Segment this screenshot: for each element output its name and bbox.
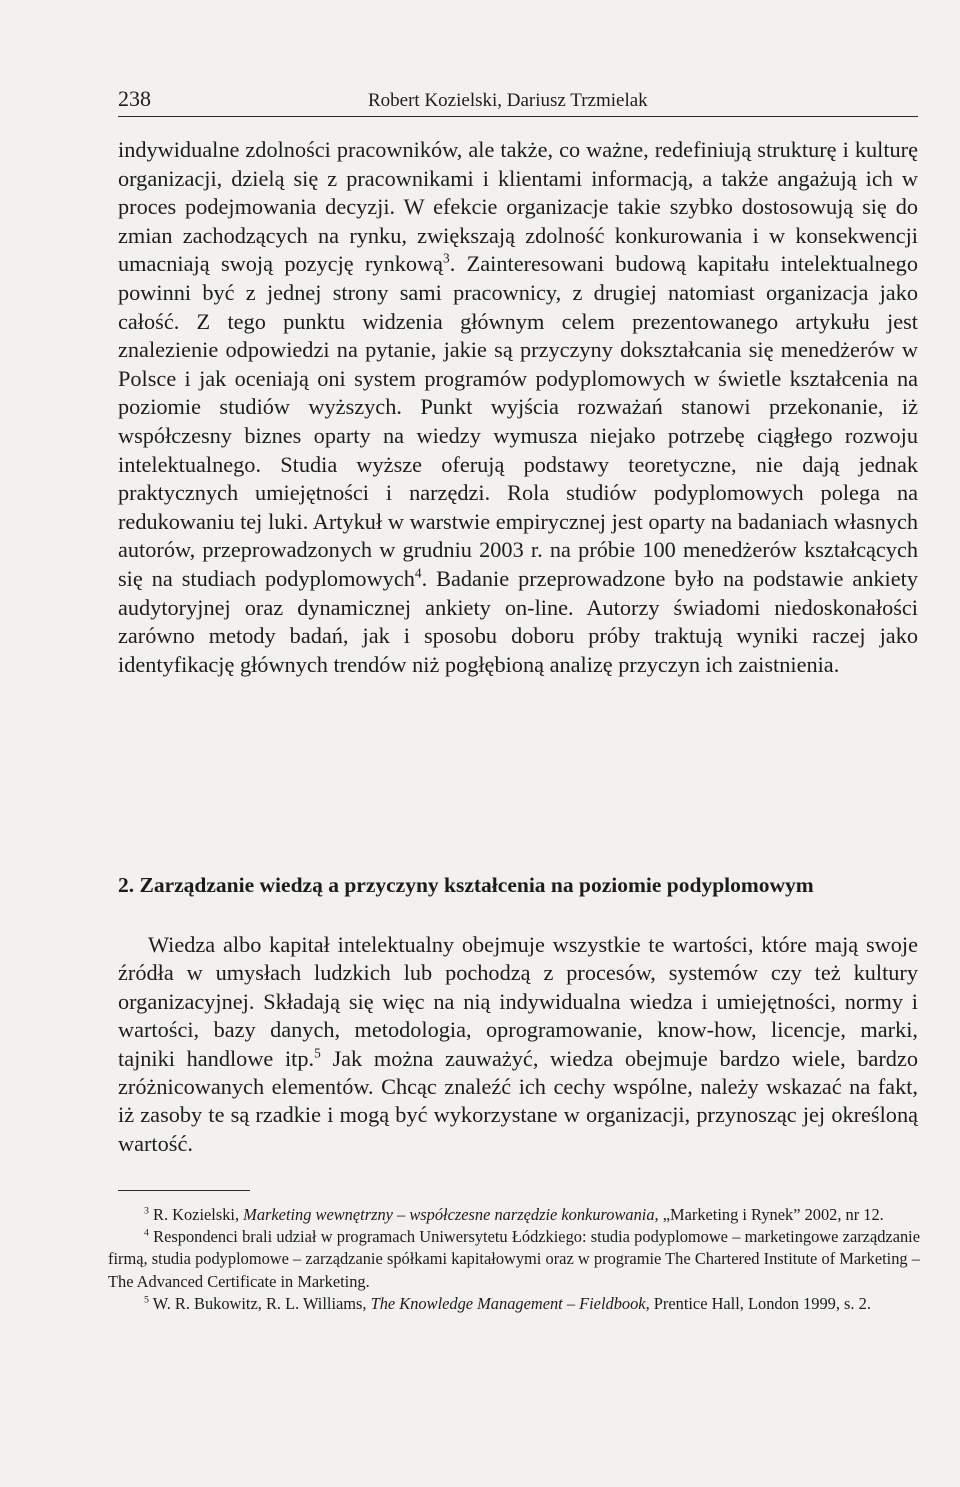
footnote-5-mark: 5: [144, 1294, 149, 1306]
body-text-part-2: . Zainteresowani budową kapitału intelektualnego powinni być z jednej strony sami pracownicy, z drugiej natomiast organizacja jako całość. Z tego punktu widzenia głównym celem prezentowanego artykułu jest znalezienie odpowiedzi na pytanie, jakie są przyczyny dokształcania się menedżerów w Polsce i jak oceniają oni system programów podyplomowych w świetle kształcenia na poziomie studiów wyższych. Punkt wyjścia rozważań stanowi przekonanie, iż współczesny biznes oparty na wiedzy wymusza niejako potrzebę ciągłego rozwoju intelektualnego. Studia wyższe oferują podstawy teoretyczne, nie dają jednak praktycznych umiejętności i narzędzi. Rola studiów podyplomowych polega na redukowaniu tej luki. Artykuł w warstwie empirycznej jest oparty na badaniach własnych autorów, przeprowadzonych w grudniu 2003 r. na próbie 100 menedżerów kształcących się na studiach podyplomowych: [118, 251, 918, 591]
footnote-divider: [118, 1190, 250, 1191]
footnote-5-source: Prentice Hall, London 1999, s. 2.: [649, 1293, 871, 1313]
section-text: [118, 931, 918, 1158]
footnote-4-mark: 4: [144, 1227, 149, 1239]
footnote-3-source: „Marketing i Rynek” 2002, nr 12.: [658, 1205, 884, 1224]
body-paragraph: [118, 136, 918, 679]
footnote-5-title: The Knowledge Management – Fieldbook,: [370, 1293, 650, 1313]
footnote-3-authors: R. Kozielski,: [148, 1205, 244, 1224]
running-head: [118, 86, 918, 117]
footnote-ref-5: 5: [314, 1045, 321, 1061]
running-head-authors: Robert Kozielski, Dariusz Trzmielak: [368, 90, 648, 111]
section-text-part-1: Wiedza albo kapitał intelektualny obejmuje wszystkie te wartości, które mają swoje źródła w umysłach ludzkich lub pochodzą z procesów, systemów czy też kultury organizacyjnej. Składają się więc na nią indywidualna wiedza i umiejętności, normy i wartości, bazy danych, metodologia, oprogramowanie, know-how, licencje, marki, tajniki handlowe itp.: [118, 932, 918, 1071]
footnote-3-mark: 3: [144, 1205, 149, 1217]
body-text-part-3: . Badanie przeprowadzone było na podstawie ankiety audytoryjnej oraz dynamicznej ankiety on-line. Autorzy świadomi niedoskonałości zarówno metody badań, jak i sposobu doboru próby traktują wyniki raczej jako identyfikację głównych trendów niż pogłębioną analizę przyczyn ich zaistnienia.: [118, 565, 918, 677]
footnote-ref-4: 4: [414, 565, 422, 581]
footnote-4: [108, 1226, 920, 1293]
footnote-4-text: Respondenci brali udział w programach Uniwersytetu Łódzkiego: studia podyplomowe – marketingowe zarządzanie firmą, studia podyplomowe – zarządzanie spółkami kapitałowymi oraz w programie The Chartered Institute of Marketing – The Advanced Certificate in Marketing.: [108, 1227, 920, 1291]
body-text-part-1: indywidualne zdolności pracowników, ale także, co ważne, redefiniują strukturę i kulturę organizacji, dzielą się z pracownikami i klientami informacją, a także angażują ich w proces podejmowania decyzji. W efekcie organizacje takie szybko dostosowują się do zmian zachodzących na rynku, zwiększają zdolność konkurowania i w konsekwencji umacniają swoją pozycję rynkową: [118, 137, 918, 277]
footnote-3-title: Marketing wewnętrzny – współczesne narzędzie konkurowania,: [243, 1205, 659, 1224]
footnote-3: [108, 1204, 920, 1226]
body-text: [118, 136, 918, 679]
footnote-ref-3: 3: [443, 250, 450, 266]
section-text-part-2: Jak można zauważyć, wiedza obejmuje bardzo wiele, bardzo zróżnicowanych elementów. Chcąc znaleźć ich cechy wspólne, należy wskazać na fakt, iż zasoby te są rzadkie i mogą być wykorzystane w organizacji, przynosząc jej określoną wartość.: [118, 1045, 919, 1156]
section-paragraph: [118, 931, 918, 1158]
footnote-5-authors: W. R. Bukowitz, R. L. Williams,: [148, 1293, 371, 1313]
footnotes: [108, 1204, 920, 1315]
section-heading: 2. Zarządzanie wiedzą a przyczyny kształcenia na poziomie podyplomowym: [118, 873, 814, 897]
page-number: 238: [118, 86, 151, 111]
footnote-5: [108, 1293, 920, 1315]
